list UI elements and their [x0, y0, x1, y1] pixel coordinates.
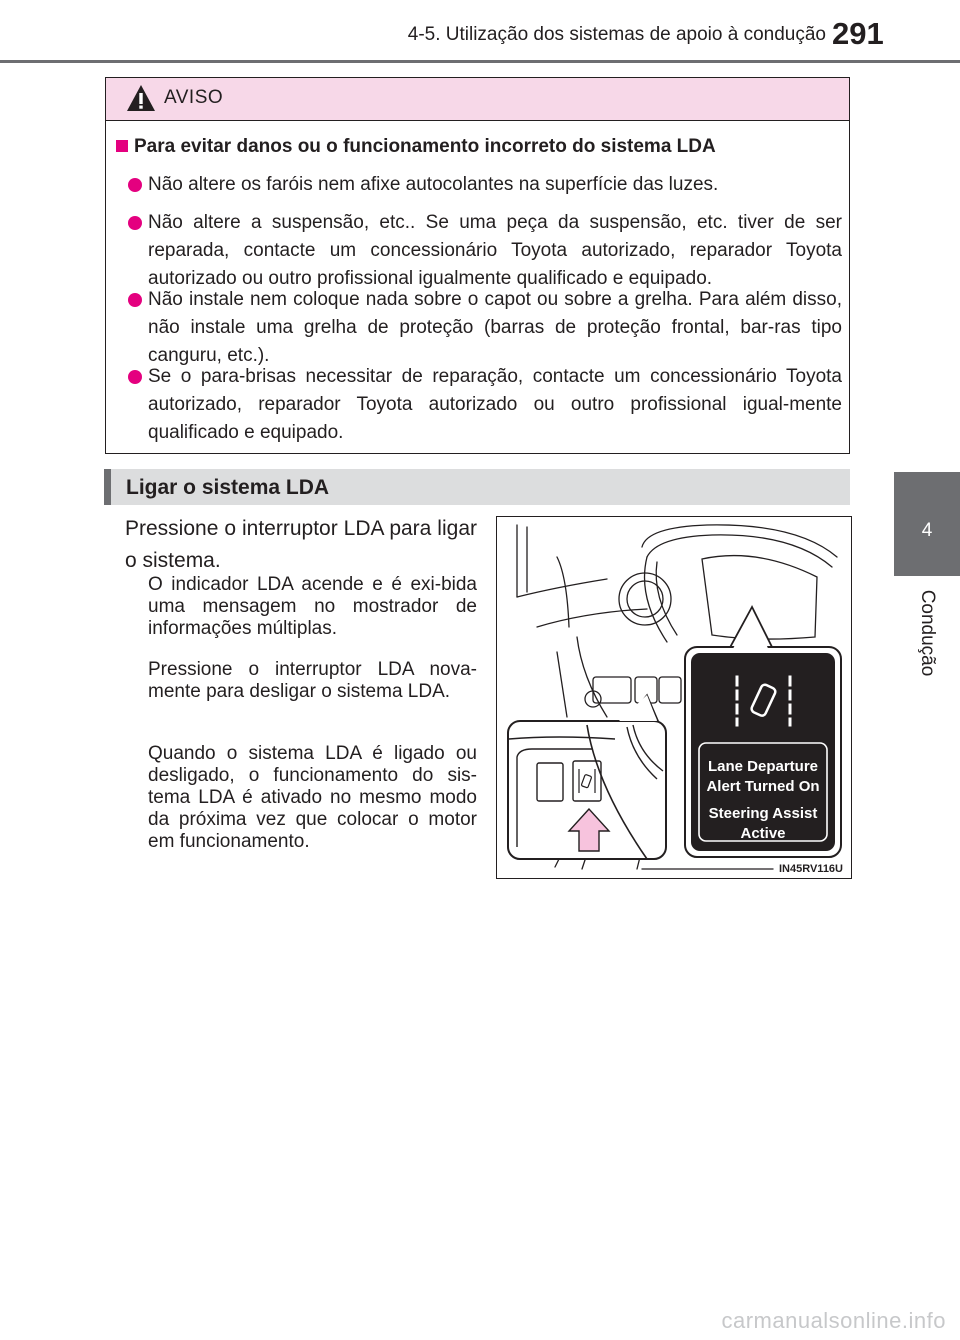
warning-bullet: [128, 209, 842, 293]
bullet-dot-icon: [128, 216, 142, 230]
page-number: 291: [832, 16, 884, 51]
warning-header: [106, 78, 849, 121]
chapter-number: 4: [921, 520, 933, 541]
warning-bullet: [128, 171, 842, 199]
warning-subheading: [116, 136, 716, 158]
bullet-dot-icon: [128, 293, 142, 307]
lda-illustration: [496, 516, 852, 879]
section-title: Ligar o sistema LDA: [126, 476, 330, 499]
warning-bullet-text: Não altere a suspensão, etc.. Se uma peça da suspensão, etc. tiver de ser reparada, contacte um concessionário Toyota autorizado, reparador Toyota autorizado ou outro profissional igualmente qualificado e equipado.: [148, 212, 842, 289]
warning-subheading-text: Para evitar danos ou o funcionamento incorreto do sistema LDA: [134, 136, 716, 157]
chapter-label: Condução: [917, 589, 938, 677]
body-paragraph: Quando o sistema LDA é ligado ou desligado, o funcionamento do sis-tema LDA é ativado no mesmo modo da próxima vez que colocar o motor em funcionamento.: [148, 743, 477, 852]
display-message-line: Steering Assist: [708, 805, 818, 822]
square-bullet-icon: [116, 140, 128, 152]
warning-bullet: [128, 286, 842, 370]
main-step-text: Pressione o interruptor LDA para ligar o sistema.: [125, 517, 477, 572]
warning-bullet: [128, 363, 842, 447]
warning-bullet-text: Não altere os faróis nem afixe autocolantes na superfície das luzes.: [148, 174, 719, 195]
display-message-line: Active: [740, 825, 786, 842]
display-message-line: Lane Departure: [707, 758, 819, 775]
section-heading-bar: [104, 469, 850, 505]
warning-bullet-text: Não instale nem coloque nada sobre o capot ou sobre a grelha. Para além disso, não instale uma grelha de proteção (barras de proteção frontal, bar-ras tipo canguru, etc.).: [148, 289, 842, 366]
figure-code: IN45RV116U: [778, 863, 843, 875]
body-paragraph: Pressione o interruptor LDA nova-mente para desligar o sistema LDA.: [148, 659, 477, 702]
warning-bullet-text: Se o para-brisas necessitar de reparação, contacte um concessionário Toyota autorizado, reparador Toyota autorizado ou outro profissional igual-mente qualificado e equipado.: [148, 366, 842, 443]
warning-label: AVISO: [164, 87, 224, 108]
warning-triangle-icon: [126, 84, 156, 117]
display-message-line: Alert Turned On: [706, 778, 820, 795]
bullet-dot-icon: [128, 178, 142, 192]
header-rule: [0, 60, 960, 63]
watermark: carmanualsonline.info: [721, 1308, 946, 1333]
body-paragraph: O indicador LDA acende e é exi-bida uma mensagem no mostrador de informações múltiplas.: [148, 574, 477, 639]
bullet-dot-icon: [128, 370, 142, 384]
warning-box: [105, 77, 850, 454]
section-accent: [104, 469, 111, 505]
chapter-tab: [894, 472, 960, 576]
header-title: 4-5. Utilização dos sistemas de apoio à condução: [407, 24, 826, 45]
